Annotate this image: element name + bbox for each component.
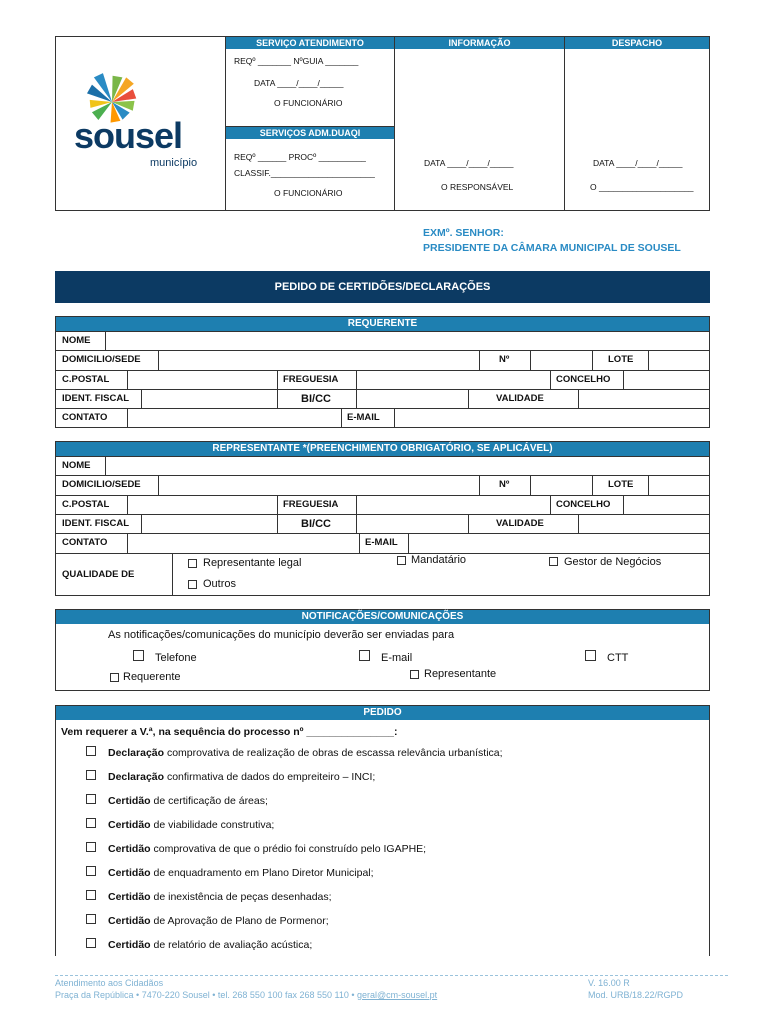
logo-name: sousel bbox=[74, 115, 183, 156]
rep-ident-label: IDENT. FISCAL bbox=[62, 518, 130, 529]
pedido-item-checkbox[interactable] bbox=[86, 914, 96, 924]
pedido-item bbox=[108, 819, 274, 831]
pedido-item-type: Certidão bbox=[108, 915, 151, 927]
req-lote-label: LOTE bbox=[608, 354, 634, 365]
rep-freguesia-label: FREGUESIA bbox=[283, 499, 339, 510]
rep-contato-field[interactable] bbox=[128, 534, 358, 552]
rep-nome-label: NOME bbox=[62, 460, 91, 471]
footer-divider bbox=[55, 975, 728, 976]
req-validade-field[interactable] bbox=[579, 390, 709, 408]
req-nome-label: NOME bbox=[62, 335, 91, 346]
opt-mandatario-checkbox[interactable] bbox=[397, 556, 406, 565]
rep-qualidade-label: QUALIDADE DE bbox=[62, 569, 135, 580]
requerente-label: Requerente bbox=[123, 671, 181, 683]
footer-version: V. 16.00 R bbox=[588, 978, 630, 988]
ctt-label: CTT bbox=[607, 652, 629, 664]
req-concelho-field[interactable] bbox=[624, 371, 709, 389]
rep-validade-label: VALIDADE bbox=[496, 518, 544, 529]
req-email-label: E-MAIL bbox=[347, 412, 380, 423]
req-freguesia-field[interactable] bbox=[357, 371, 549, 389]
req-guia: REQº _______ NºGUIA _______ bbox=[234, 56, 359, 66]
pedido-item-checkbox[interactable] bbox=[86, 842, 96, 852]
opt-legal-checkbox[interactable] bbox=[188, 559, 197, 568]
req-validade-label: VALIDADE bbox=[496, 393, 544, 404]
pedido-item-checkbox[interactable] bbox=[86, 818, 96, 828]
requerente-checkbox[interactable] bbox=[110, 673, 119, 682]
pedido-item-text: de Aprovação de Plano de Pormenor; bbox=[150, 915, 329, 927]
representante-checkbox[interactable] bbox=[410, 670, 419, 679]
rep-nome-field[interactable] bbox=[106, 457, 709, 475]
pedido-item-checkbox[interactable] bbox=[86, 770, 96, 780]
classif: CLASSIF.______________________ bbox=[234, 168, 375, 178]
col-despacho: DESPACHO bbox=[565, 37, 709, 49]
pedido-header: PEDIDO bbox=[56, 706, 709, 720]
req-bicc-field[interactable] bbox=[357, 390, 467, 408]
pedido-item bbox=[108, 747, 503, 759]
req-n-field[interactable] bbox=[531, 351, 591, 369]
pedido-intro: Vem requerer a V.ª, na sequência do processo nº _______________: bbox=[61, 726, 398, 738]
servicos-adm-bar: SERVIÇOS ADM.DUAQI bbox=[226, 127, 394, 139]
pedido-item-type: Certidão bbox=[108, 819, 151, 831]
rep-cpostal-label: C.POSTAL bbox=[62, 499, 110, 510]
pedido-item-text: comprovativa de que o prédio foi construído pelo IGAPHE; bbox=[150, 843, 427, 855]
rep-lote-field[interactable] bbox=[649, 476, 709, 494]
req-bicc-label: BI/CC bbox=[301, 393, 331, 405]
req-cpostal-field[interactable] bbox=[128, 371, 276, 389]
req-email-field[interactable] bbox=[395, 409, 709, 427]
rep-freguesia-field[interactable] bbox=[357, 496, 549, 514]
req-cpostal-label: C.POSTAL bbox=[62, 374, 110, 385]
telefone-checkbox[interactable] bbox=[133, 650, 144, 661]
addressee-line2: PRESIDENTE DA CÂMARA MUNICIPAL DE SOUSEL bbox=[423, 242, 681, 254]
footer-email-link[interactable]: geral@cm-sousel.pt bbox=[357, 990, 438, 1000]
page-title: PEDIDO DE CERTIDÕES/DECLARAÇÕES bbox=[55, 271, 710, 303]
opt-mandatario-label: Mandatário bbox=[411, 554, 467, 566]
pedido-item-type: Declaração bbox=[108, 771, 165, 783]
req-n-label: Nº bbox=[499, 354, 510, 365]
footer-line2 bbox=[55, 990, 437, 1000]
footer-address: Praça da República • 7470-220 Sousel • tel. 268 550 100 fax 268 550 110 • bbox=[55, 990, 358, 1000]
footer-line1: Atendimento aos Cidadãos bbox=[55, 978, 164, 988]
col-atendimento: SERVIÇO ATENDIMENTO bbox=[226, 37, 394, 49]
opt-outros-checkbox[interactable] bbox=[188, 580, 197, 589]
req-proc: REQº ______ PROCº __________ bbox=[234, 152, 366, 162]
pedido-item bbox=[108, 867, 374, 879]
email-checkbox[interactable] bbox=[359, 650, 370, 661]
pedido-item bbox=[108, 843, 426, 855]
rep-bicc-field[interactable] bbox=[357, 515, 467, 533]
info-responsavel: O RESPONSÁVEL bbox=[441, 182, 514, 192]
pedido-item-type: Certidão bbox=[108, 843, 151, 855]
col-informacao: INFORMAÇÃO bbox=[395, 37, 564, 49]
pedido-item-checkbox[interactable] bbox=[86, 890, 96, 900]
rep-cpostal-field[interactable] bbox=[128, 496, 276, 514]
pedido-item-text: de viabilidade construtiva; bbox=[150, 819, 275, 831]
pedido-item-checkbox[interactable] bbox=[86, 794, 96, 804]
rep-n-field[interactable] bbox=[531, 476, 591, 494]
rep-domicilio-label: DOMICILIO/SEDE bbox=[62, 479, 141, 490]
req-domicilio-label: DOMICILIO/SEDE bbox=[62, 354, 141, 365]
adm-funcionario: O FUNCIONÁRIO bbox=[274, 188, 343, 198]
rep-contato-label: CONTATO bbox=[62, 537, 108, 548]
req-contato-label: CONTATO bbox=[62, 412, 108, 423]
footer-mod: Mod. URB/18.22/RGPD bbox=[588, 990, 684, 1000]
pedido-item-text: de enquadramento em Plano Diretor Municipal; bbox=[150, 867, 374, 879]
req-nome-field[interactable] bbox=[106, 332, 709, 350]
atendimento-data: DATA ____/____/_____ bbox=[254, 78, 344, 88]
req-domicilio-field[interactable] bbox=[159, 351, 479, 369]
pedido-item-text: de certificação de áreas; bbox=[150, 795, 268, 807]
pedido-item-text: de relatório de avaliação acústica; bbox=[150, 939, 313, 951]
pedido-item-type: Declaração bbox=[108, 747, 165, 759]
pedido-item bbox=[108, 939, 312, 951]
opt-gestor-checkbox[interactable] bbox=[549, 557, 558, 566]
pedido-item bbox=[108, 771, 375, 783]
opt-outros-label: Outros bbox=[203, 578, 237, 590]
opt-legal-label: Representante legal bbox=[203, 557, 302, 569]
req-contato-field[interactable] bbox=[128, 409, 340, 427]
rep-concelho-field[interactable] bbox=[624, 496, 709, 514]
pedido-item-text: comprovativa de realização de obras de escassa relevância urbanística; bbox=[164, 747, 503, 759]
addressee-line1: EXMº. SENHOR: bbox=[423, 227, 504, 239]
telefone-label: Telefone bbox=[155, 652, 197, 664]
rep-domicilio-field[interactable] bbox=[159, 476, 479, 494]
rep-bicc-label: BI/CC bbox=[301, 518, 331, 530]
pedido-item-checkbox[interactable] bbox=[86, 866, 96, 876]
requerente-header: REQUERENTE bbox=[56, 317, 709, 331]
pedido-item-type: Certidão bbox=[108, 867, 151, 879]
pedido-item-text: de inexistência de peças desenhadas; bbox=[150, 891, 332, 903]
pedido-item-type: Certidão bbox=[108, 939, 151, 951]
notificacoes-intro: As notificações/comunicações do município deverão ser enviadas para bbox=[108, 629, 455, 641]
representante-label: Representante bbox=[424, 668, 497, 680]
req-freguesia-label: FREGUESIA bbox=[283, 374, 339, 385]
rep-email-label: E-MAIL bbox=[365, 537, 398, 548]
pedido-item bbox=[108, 891, 332, 903]
email-label: E-mail bbox=[381, 652, 413, 664]
pedido-item-type: Certidão bbox=[108, 795, 151, 807]
atendimento-funcionario: O FUNCIONÁRIO bbox=[274, 98, 343, 108]
rep-ident-field[interactable] bbox=[142, 515, 276, 533]
req-ident-field[interactable] bbox=[142, 390, 276, 408]
representante-header: REPRESENTANTE *(PREENCHIMENTO OBRIGATÓRIO, SE APLICÁVEL) bbox=[56, 442, 709, 456]
pedido-item bbox=[108, 795, 268, 807]
rep-concelho-label: CONCELHO bbox=[556, 499, 611, 510]
rep-email-field[interactable] bbox=[409, 534, 709, 552]
req-ident-label: IDENT. FISCAL bbox=[62, 393, 130, 404]
req-lote-field[interactable] bbox=[649, 351, 709, 369]
rep-validade-field[interactable] bbox=[579, 515, 709, 533]
despacho-o: O ____________________ bbox=[590, 182, 694, 192]
pedido-item-checkbox[interactable] bbox=[86, 938, 96, 948]
info-data: DATA ____/____/_____ bbox=[424, 158, 514, 168]
notificacoes-header: NOTIFICAÇÕES/COMUNICAÇÕES bbox=[56, 610, 709, 624]
despacho-data: DATA ____/____/_____ bbox=[593, 158, 683, 168]
logo-sub: município bbox=[150, 157, 198, 169]
rep-lote-label: LOTE bbox=[608, 479, 634, 490]
req-concelho-label: CONCELHO bbox=[556, 374, 611, 385]
pedido-item-text: confirmativa de dados do empreiteiro – INCI; bbox=[164, 771, 376, 783]
ctt-checkbox[interactable] bbox=[585, 650, 596, 661]
pedido-item-checkbox[interactable] bbox=[86, 746, 96, 756]
pedido-item bbox=[108, 915, 329, 927]
rep-n-label: Nº bbox=[499, 479, 510, 490]
opt-gestor-label: Gestor de Negócios bbox=[564, 556, 662, 568]
pedido-item-type: Certidão bbox=[108, 891, 151, 903]
